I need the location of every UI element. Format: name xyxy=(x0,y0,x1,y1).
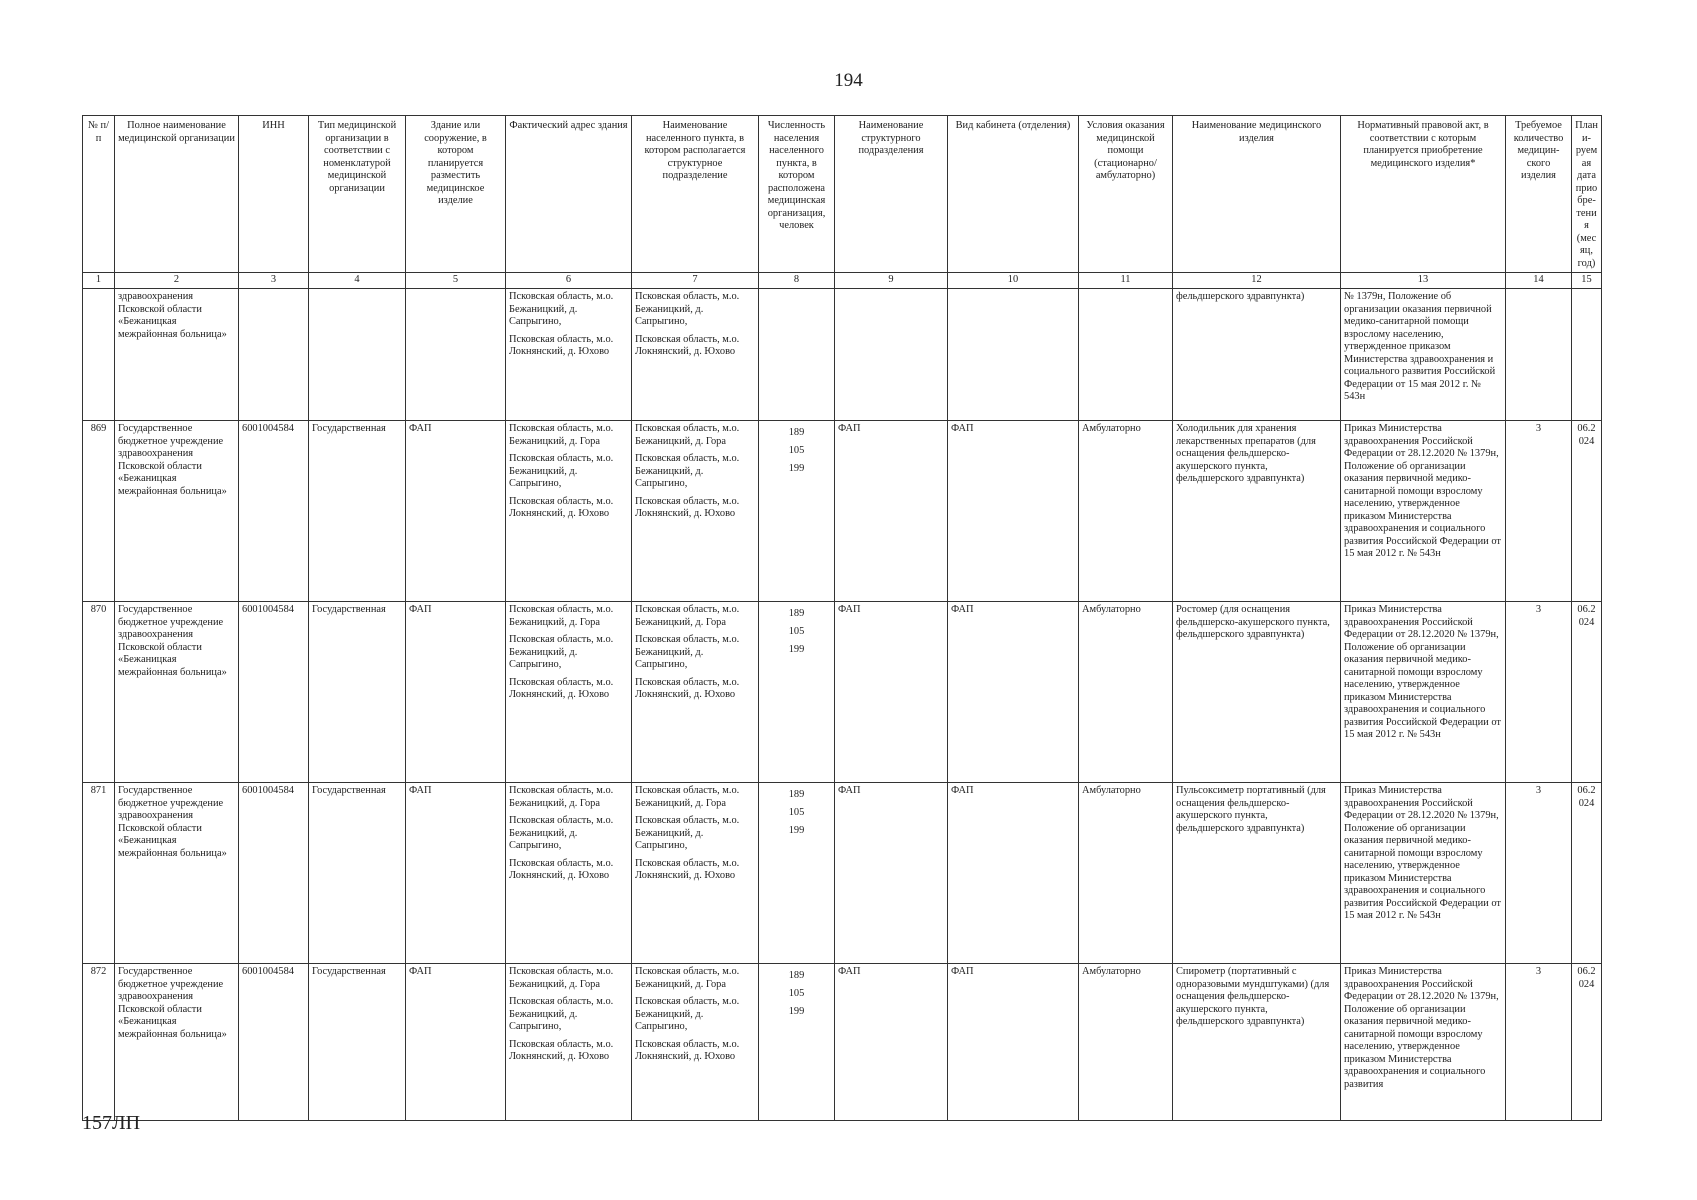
column-number: 10 xyxy=(948,273,1079,289)
cell-org: здравоохранения Псковской области «Бежаницкая межрайонная больница» xyxy=(115,289,239,421)
cell-org: Государственное бюджетное учреждение здравоохранения Псковской области «Бежаницкая межрайонная больница» xyxy=(115,783,239,964)
column-number: 7 xyxy=(632,273,759,289)
cell-locality xyxy=(632,783,759,964)
cell-device: Пульсоксиметр портативный (для оснащения фельдшерско-акушерского пункта, фельдшерского здравпункта) xyxy=(1173,783,1341,964)
cell-unit: ФАП xyxy=(835,602,948,783)
cell-conditions: Амбулаторно xyxy=(1079,783,1173,964)
population-value: 105 xyxy=(788,626,805,637)
locality-line: Псковская область, м.о. Бежаницкий, д. Сапрыгино, xyxy=(635,996,740,1032)
cell-type xyxy=(309,289,406,421)
population-value: 199 xyxy=(788,1006,805,1017)
population-value: 189 xyxy=(788,608,805,619)
cell-conditions: Амбулаторно xyxy=(1079,421,1173,602)
header-cell: Условия оказания медицинской помощи (стационарно/ амбулаторно) xyxy=(1079,116,1173,273)
cell-num: 870 xyxy=(83,602,115,783)
cell-population xyxy=(759,783,835,964)
cell-locality xyxy=(632,964,759,1121)
address-line: Псковская область, м.о. Локнянский, д. Юхово xyxy=(509,333,614,357)
column-number: 13 xyxy=(1341,273,1506,289)
locality-line: Псковская область, м.о. Бежаницкий, д. Сапрыгино, xyxy=(635,815,740,851)
cell-type: Государственная xyxy=(309,783,406,964)
address-line: Псковская область, м.о. Бежаницкий, д. Гора xyxy=(509,604,614,628)
header-cell: Здание или сооружение, в котором планируется разместить медицинское изделие xyxy=(406,116,506,273)
address-line: Псковская область, м.о. Бежаницкий, д. Сапрыгино, xyxy=(509,815,614,851)
page-number: 194 xyxy=(834,70,863,91)
header-cell: Плани-руемая дата приобре-тения (месяц, год) xyxy=(1572,116,1602,273)
cell-org: Государственное бюджетное учреждение здравоохранения Псковской области «Бежаницкая межрайонная больница» xyxy=(115,964,239,1121)
locality-line: Псковская область, м.о. Бежаницкий, д. Сапрыгино, xyxy=(635,453,740,489)
column-number: 11 xyxy=(1079,273,1173,289)
header-cell: № п/п xyxy=(83,116,115,273)
cell-population xyxy=(759,421,835,602)
address-line: Псковская область, м.о. Локнянский, д. Юхово xyxy=(509,1038,614,1062)
locality-line: Псковская область, м.о. Бежаницкий, д. Гора xyxy=(635,423,740,447)
cell-cabinet xyxy=(948,289,1079,421)
cell-num: 872 xyxy=(83,964,115,1121)
cell-inn: 6001004584 xyxy=(239,602,309,783)
cell-date: 06.2024 xyxy=(1572,602,1602,783)
population-value: 199 xyxy=(788,825,805,836)
cell-date: 06.2024 xyxy=(1572,783,1602,964)
column-number: 15 xyxy=(1572,273,1602,289)
table-row xyxy=(83,421,1602,602)
cell-building: ФАП xyxy=(406,783,506,964)
cell-locality xyxy=(632,289,759,421)
column-number: 6 xyxy=(506,273,632,289)
cell-population xyxy=(759,602,835,783)
header-cell: Наименование населенного пункта, в котором располагается структурное подразделение xyxy=(632,116,759,273)
column-number: 12 xyxy=(1173,273,1341,289)
cell-unit xyxy=(835,289,948,421)
cell-num: 871 xyxy=(83,783,115,964)
cell-unit: ФАП xyxy=(835,421,948,602)
cell-locality xyxy=(632,602,759,783)
cell-address xyxy=(506,964,632,1121)
population-value: 189 xyxy=(788,427,805,438)
locality-line: Псковская область, м.о. Бежаницкий, д. Гора xyxy=(635,966,740,990)
column-number: 3 xyxy=(239,273,309,289)
column-number: 1 xyxy=(83,273,115,289)
locality-line: Псковская область, м.о. Локнянский, д. Юхово xyxy=(635,495,740,519)
locality-line: Псковская область, м.о. Локнянский, д. Юхово xyxy=(635,857,740,881)
address-line: Псковская область, м.о. Локнянский, д. Юхово xyxy=(509,495,614,519)
cell-org: Государственное бюджетное учреждение здравоохранения Псковской области «Бежаницкая межрайонная больница» xyxy=(115,602,239,783)
cell-qty: 3 xyxy=(1506,602,1572,783)
header-cell: ИНН xyxy=(239,116,309,273)
cell-type: Государственная xyxy=(309,421,406,602)
cell-qty: 3 xyxy=(1506,783,1572,964)
cell-population xyxy=(759,964,835,1121)
cell-building: ФАП xyxy=(406,421,506,602)
cell-qty xyxy=(1506,289,1572,421)
cell-inn: 6001004584 xyxy=(239,783,309,964)
cell-device: Холодильник для хранения лекарственных препаратов (для оснащения фельдшерско-акушерского пункта, фельдшерского здравпункта) xyxy=(1173,421,1341,602)
locality-line: Псковская область, м.о. Бежаницкий, д. Гора xyxy=(635,785,740,809)
address-line: Псковская область, м.о. Локнянский, д. Юхово xyxy=(509,676,614,700)
locality-line: Псковская область, м.о. Локнянский, д. Юхово xyxy=(635,676,740,700)
column-number: 9 xyxy=(835,273,948,289)
column-number-row xyxy=(83,273,1602,289)
cell-act: Приказ Министерства здравоохранения Российской Федерации от 28.12.2020 № 1379н, Положение об организации оказания первичной медико-санитарной помощи взрослому населению, утвержденное приказом Министерства здравоохранения и социального развития Российской Федерации от 15 мая 2012 г. № 543н xyxy=(1341,602,1506,783)
cell-org: Государственное бюджетное учреждение здравоохранения Псковской области «Бежаницкая межрайонная больница» xyxy=(115,421,239,602)
cell-date: 06.2024 xyxy=(1572,964,1602,1121)
cell-act: Приказ Министерства здравоохранения Российской Федерации от 28.12.2020 № 1379н, Положение об организации оказания первичной медико-санитарной помощи взрослому населению, утвержденное приказом Министерства здравоохранения и социального развития Российской Федерации от 15 мая 2012 г. № 543н xyxy=(1341,421,1506,602)
cell-device: Спирометр (портативный с одноразовыми мундштуками) (для оснащения фельдшерско-акушерского пункта, фельдшерского здравпункта) xyxy=(1173,964,1341,1121)
address-line: Псковская область, м.о. Бежаницкий, д. Сапрыгино, xyxy=(509,634,614,670)
continuation-row xyxy=(83,289,1602,421)
header-cell: Тип медицинской организации в соответствии с номенклатурой медицинской организации xyxy=(309,116,406,273)
cell-date: 06.2024 xyxy=(1572,421,1602,602)
address-line: Псковская область, м.о. Бежаницкий, д. Сапрыгино, xyxy=(509,453,614,489)
population-value: 189 xyxy=(788,970,805,981)
cell-inn: 6001004584 xyxy=(239,964,309,1121)
cell-device: фельдшерского здравпункта) xyxy=(1173,289,1341,421)
document-code: 157ЛП xyxy=(82,1112,141,1134)
header-cell: Полное наименование медицинской организации xyxy=(115,116,239,273)
cell-building xyxy=(406,289,506,421)
address-line: Псковская область, м.о. Бежаницкий, д. Гора xyxy=(509,423,614,447)
header-cell: Требуемое количество медицин-ского изделия xyxy=(1506,116,1572,273)
cell-address xyxy=(506,602,632,783)
locality-line: Псковская область, м.о. Бежаницкий, д. Сапрыгино, xyxy=(635,634,740,670)
header-cell: Численность населения населенного пункта, в котором расположена медицинская организация, человек xyxy=(759,116,835,273)
cell-cabinet: ФАП xyxy=(948,602,1079,783)
column-number: 8 xyxy=(759,273,835,289)
address-line: Псковская область, м.о. Локнянский, д. Юхово xyxy=(509,857,614,881)
cell-address xyxy=(506,783,632,964)
table-row xyxy=(83,964,1602,1121)
header-cell: Фактический адрес здания xyxy=(506,116,632,273)
column-number: 2 xyxy=(115,273,239,289)
cell-device: Ростомер (для оснащения фельдшерско-акушерского пункта, фельдшерского здравпункта) xyxy=(1173,602,1341,783)
locality-line: Псковская область, м.о. Локнянский, д. Юхово xyxy=(635,1038,740,1062)
cell-cabinet: ФАП xyxy=(948,964,1079,1121)
column-number: 14 xyxy=(1506,273,1572,289)
locality-line: Псковская область, м.о. Бежаницкий, д. Сапрыгино, xyxy=(635,291,740,327)
address-line: Псковская область, м.о. Бежаницкий, д. Гора xyxy=(509,966,614,990)
cell-unit: ФАП xyxy=(835,964,948,1121)
cell-qty: 3 xyxy=(1506,964,1572,1121)
population-value: 105 xyxy=(788,445,805,456)
locality-line: Псковская область, м.о. Бежаницкий, д. Гора xyxy=(635,604,740,628)
cell-conditions: Амбулаторно xyxy=(1079,602,1173,783)
header-cell: Наименование медицинского изделия xyxy=(1173,116,1341,273)
cell-type: Государственная xyxy=(309,964,406,1121)
header-cell: Наименование структурного подразделения xyxy=(835,116,948,273)
cell-address xyxy=(506,421,632,602)
cell-address xyxy=(506,289,632,421)
cell-inn: 6001004584 xyxy=(239,421,309,602)
cell-act: Приказ Министерства здравоохранения Российской Федерации от 28.12.2020 № 1379н, Положение об организации оказания первичной медико-санитарной помощи взрослому населению, утвержденное приказом Министерства здравоохранения и социального развития Российской Федерации от 15 мая 2012 г. № 543н xyxy=(1341,783,1506,964)
address-line: Псковская область, м.о. Бежаницкий, д. Сапрыгино, xyxy=(509,291,614,327)
population-value: 105 xyxy=(788,807,805,818)
cell-type: Государственная xyxy=(309,602,406,783)
cell-num: 869 xyxy=(83,421,115,602)
equipment-table xyxy=(82,115,1602,1121)
cell-qty: 3 xyxy=(1506,421,1572,602)
population-value: 105 xyxy=(788,988,805,999)
cell-act: Приказ Министерства здравоохранения Российской Федерации от 28.12.2020 № 1379н, Положение об организации оказания первичной медико-санитарной помощи взрослому населению, утвержденное приказом Министерства здравоохранения и социального развития xyxy=(1341,964,1506,1121)
cell-num xyxy=(83,289,115,421)
table-row xyxy=(83,783,1602,964)
population-value: 199 xyxy=(788,463,805,474)
table-row xyxy=(83,602,1602,783)
header-cell: Вид кабинета (отделения) xyxy=(948,116,1079,273)
cell-building: ФАП xyxy=(406,602,506,783)
cell-cabinet: ФАП xyxy=(948,783,1079,964)
cell-cabinet: ФАП xyxy=(948,421,1079,602)
header-cell: Нормативный правовой акт, в соответствии с которым планируется приобретение медицинского изделия* xyxy=(1341,116,1506,273)
cell-conditions: Амбулаторно xyxy=(1079,964,1173,1121)
column-number: 4 xyxy=(309,273,406,289)
locality-line: Псковская область, м.о. Локнянский, д. Юхово xyxy=(635,333,740,357)
header-row xyxy=(83,116,1602,273)
address-line: Псковская область, м.о. Бежаницкий, д. Гора xyxy=(509,785,614,809)
population-value: 189 xyxy=(788,789,805,800)
cell-inn xyxy=(239,289,309,421)
cell-conditions xyxy=(1079,289,1173,421)
cell-unit: ФАП xyxy=(835,783,948,964)
cell-date xyxy=(1572,289,1602,421)
cell-act: № 1379н, Положение об организации оказания первичной медико-санитарной помощи взрослому населению, утвержденное приказом Министерства здравоохранения и социального развития Российской Федерации от 15 мая 2012 г. № 543н xyxy=(1341,289,1506,421)
cell-building: ФАП xyxy=(406,964,506,1121)
cell-locality xyxy=(632,421,759,602)
column-number: 5 xyxy=(406,273,506,289)
address-line: Псковская область, м.о. Бежаницкий, д. Сапрыгино, xyxy=(509,996,614,1032)
population-value: 199 xyxy=(788,644,805,655)
cell-population xyxy=(759,289,835,421)
